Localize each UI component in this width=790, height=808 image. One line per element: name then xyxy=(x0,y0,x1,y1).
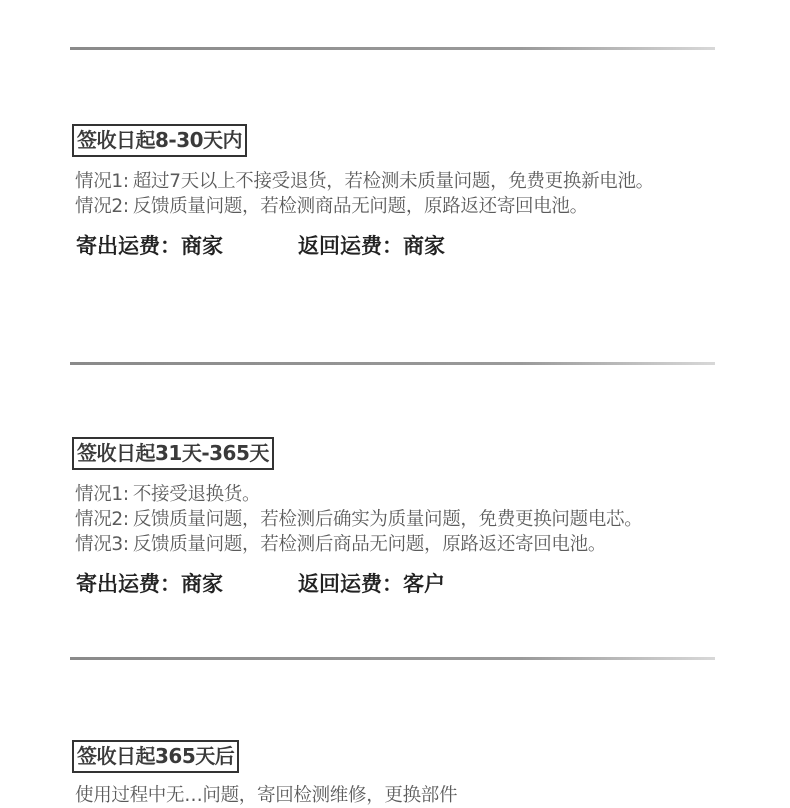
case-list xyxy=(72,482,752,557)
section-divider xyxy=(70,362,715,365)
policy-section-31-365 xyxy=(72,437,752,599)
shipping-fees xyxy=(76,569,752,599)
return-shipping-label: 返回运费： xyxy=(298,572,403,596)
return-shipping-fee xyxy=(298,231,445,261)
policy-section-8-30 xyxy=(72,124,752,261)
send-shipping-label: 寄出运费： xyxy=(76,572,181,596)
shipping-fees xyxy=(76,231,752,261)
section-divider xyxy=(70,47,715,50)
section-title: 签收日起8-30天内 xyxy=(72,124,247,157)
section-title: 签收日起365天后 xyxy=(72,740,239,773)
return-shipping-fee xyxy=(298,569,445,599)
case-list xyxy=(72,169,752,219)
case-item xyxy=(75,169,752,194)
case-label: 情况2: xyxy=(75,196,129,217)
case-label: 情况3: xyxy=(75,534,129,555)
case-text: 反馈质量问题，若检测后商品无问题，原路返还寄回电池。 xyxy=(132,534,607,555)
case-item xyxy=(75,194,752,219)
case-item xyxy=(75,507,752,532)
case-text-partial: 使用过程中无…问题，寄回检测维修，更换部件 xyxy=(75,785,458,806)
section-divider xyxy=(70,657,715,660)
send-shipping-fee xyxy=(76,569,298,599)
case-label: 情况1: xyxy=(75,484,129,505)
case-label: 情况1: xyxy=(75,171,129,192)
case-text: 反馈质量问题，若检测后确实为质量问题，免费更换问题电芯。 xyxy=(132,509,643,530)
case-item xyxy=(75,532,752,557)
case-text: 反馈质量问题，若检测商品无问题，原路返还寄回电池。 xyxy=(132,196,588,217)
return-shipping-value: 商家 xyxy=(403,234,445,258)
send-shipping-value: 商家 xyxy=(181,572,223,596)
case-item xyxy=(75,482,752,507)
case-text: 超过7天以上不接受退货，若检测未质量问题，免费更换新电池。 xyxy=(132,171,654,192)
section-title: 签收日起31天-365天 xyxy=(72,437,274,470)
send-shipping-label: 寄出运费： xyxy=(76,234,181,258)
return-shipping-label: 返回运费： xyxy=(298,234,403,258)
send-shipping-value: 商家 xyxy=(181,234,223,258)
case-text: 不接受退换货。 xyxy=(132,484,261,505)
policy-section-after-365 xyxy=(72,740,752,808)
return-shipping-value: 客户 xyxy=(403,572,445,596)
send-shipping-fee xyxy=(76,231,298,261)
case-label: 情况2: xyxy=(75,509,129,530)
